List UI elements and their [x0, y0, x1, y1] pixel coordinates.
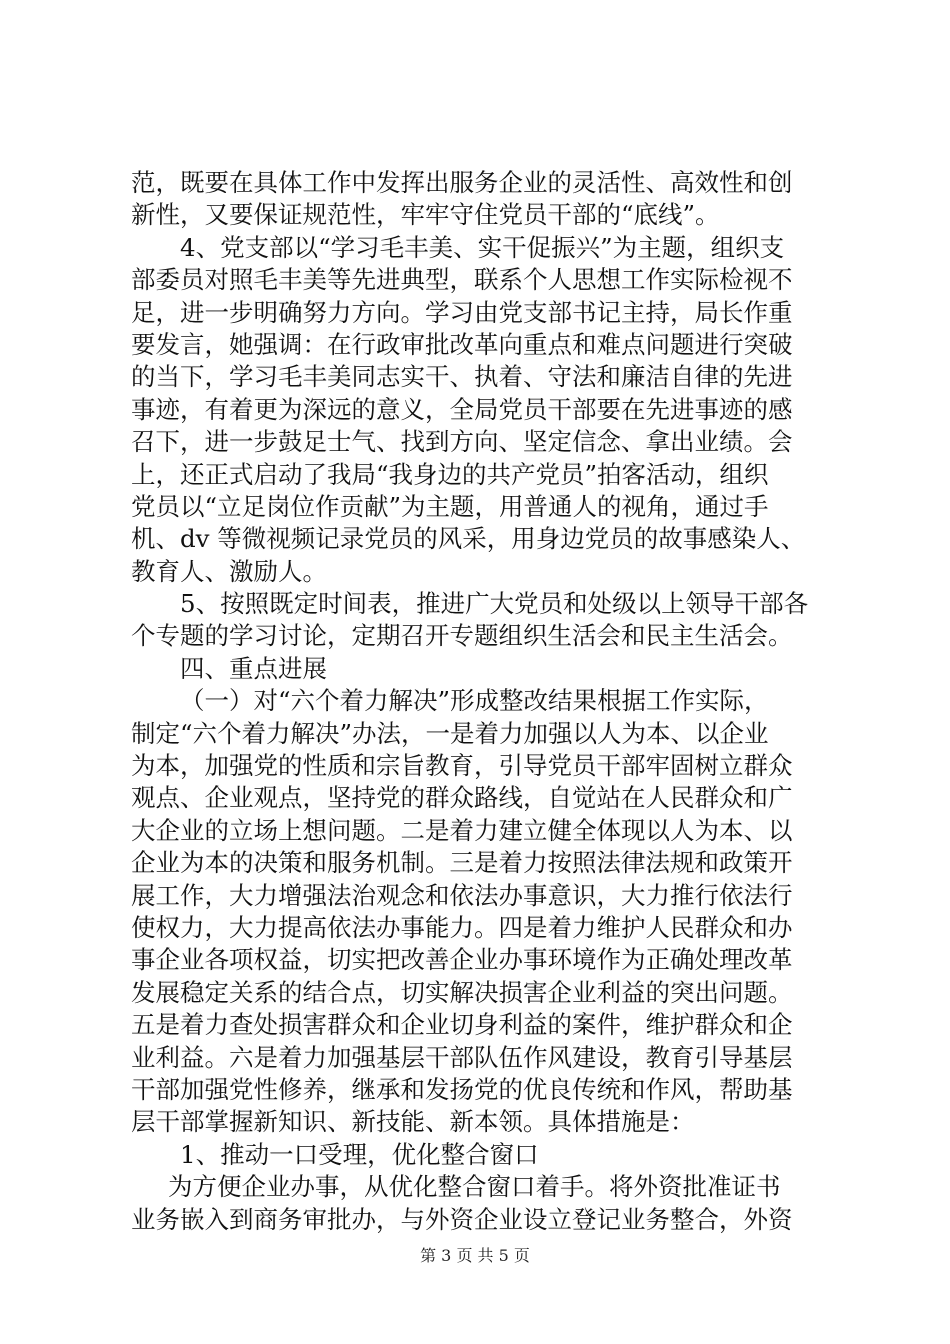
text-line: 教育人、激励人。	[131, 556, 327, 586]
text-line: 党员以“立足岗位作贡献”为主题，用普通人的视角，通过手	[131, 491, 769, 521]
text-line: 为方便企业办事，从优化整合窗口着手。将外资批准证书	[168, 1172, 781, 1202]
text-line: 部委员对照毛丰美等先进典型，联系个人思想工作实际检视不	[131, 265, 793, 295]
text-line: 四、重点进展	[180, 653, 327, 683]
text-line: 足，进一步明确努力方向。学习由党支部书记主持，局长作重	[131, 297, 793, 327]
text-line: 个专题的学习讨论，定期召开专题组织生活会和民主生活会。	[131, 621, 793, 651]
text-line: 5、按照既定时间表，推进广大党员和处级以上领导干部各	[180, 589, 809, 619]
text-line: 召下，进一步鼓足士气、找到方向、坚定信念、拿出业绩。会	[131, 427, 793, 457]
text-line: 干部加强党性修养，继承和发扬党的优良传统和作风，帮助基	[131, 1074, 793, 1104]
text-line: 使权力，大力提高依法办事能力。四是着力维护人民群众和办	[131, 912, 793, 942]
text-line: 4、党支部以“学习毛丰美、实干促振兴”为主题，组织支	[180, 232, 785, 262]
text-line: 发展稳定关系的结合点，切实解决损害企业利益的突出问题。	[131, 977, 793, 1007]
text-line: 新性，又要保证规范性，牢牢守住党员干部的“底线”。	[131, 200, 720, 230]
text-line: 展工作，大力增强法治观念和依法办事意识，大力推行依法行	[131, 880, 793, 910]
text-line: 要发言，她强调：在行政审批改革向重点和难点问题进行突破	[131, 329, 793, 359]
text-line: 观点、企业观点，坚持党的群众路线，自觉站在人民群众和广	[131, 783, 793, 813]
text-line: 1、推动一口受理，优化整合窗口	[180, 1139, 539, 1169]
text-line: 制定“六个着力解决”办法，一是着力加强以人为本、以企业	[131, 718, 769, 748]
text-line: 为本，加强党的性质和宗旨教育，引导党员干部牢固树立群众	[131, 751, 793, 781]
page-footer: 第 3 页 共 5 页	[420, 1246, 530, 1265]
text-line: 业利益。六是着力加强基层干部队伍作风建设，教育引导基层	[131, 1042, 793, 1072]
text-line: 的当下，学习毛丰美同志实干、执着、守法和廉洁自律的先进	[131, 362, 793, 392]
text-line: 事迹，有着更为深远的意义，全局党员干部要在先进事迹的感	[131, 394, 793, 424]
text-line: 业务嵌入到商务审批办，与外资企业设立登记业务整合，外资	[131, 1204, 793, 1234]
text-line: 机、dv 等微视频记录党员的风采，用身边党员的故事感染人、	[131, 524, 806, 554]
text-line: 大企业的立场上想问题。二是着力建立健全体现以人为本、以	[131, 815, 793, 845]
body-text	[131, 167, 831, 1236]
text-line: 层干部掌握新知识、新技能、新本领。具体措施是：	[131, 1107, 695, 1137]
text-line: 范，既要在具体工作中发挥出服务企业的灵活性、高效性和创	[131, 168, 793, 197]
text-line: 事企业各项权益，切实把改善企业办事环境作为正确处理改革	[131, 945, 793, 975]
text-line: 企业为本的决策和服务机制。三是着力按照法律法规和政策开	[131, 848, 793, 878]
text-line: 五是着力查处损害群众和企业切身利益的案件，维护群众和企	[131, 1010, 793, 1040]
text-line: （一）对“六个着力解决”形成整改结果根据工作实际，	[180, 686, 769, 716]
text-line: 上，还正式启动了我局“我身边的共产党员”拍客活动，组织	[131, 459, 769, 489]
